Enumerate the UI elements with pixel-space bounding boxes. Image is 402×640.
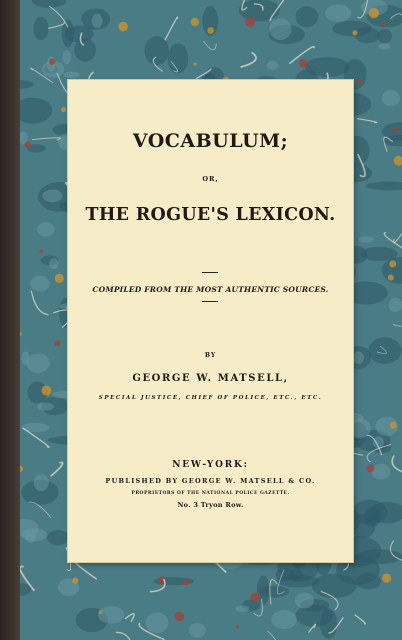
publisher-line: PUBLISHED BY GEORGE W. MATSELL & CO. bbox=[105, 477, 316, 485]
by-line: BY bbox=[204, 352, 217, 359]
compiled-note: COMPILED FROM THE MOST AUTHENTIC SOURCES. bbox=[92, 285, 329, 294]
book-subtitle: THE ROGUE'S LEXICON. bbox=[85, 205, 336, 225]
divider-rule-bottom bbox=[202, 301, 218, 302]
divider-rule-top bbox=[202, 272, 218, 273]
book-title: VOCABULUM; bbox=[132, 130, 289, 152]
book-spine bbox=[0, 0, 20, 640]
author-title: SPECIAL JUSTICE, CHIEF OF POLICE, ETC., ETC. bbox=[98, 395, 323, 401]
or-connector: OR, bbox=[202, 175, 219, 183]
publisher-address: No. 3 Tryon Row. bbox=[177, 501, 244, 509]
publication-city: NEW-YORK: bbox=[172, 460, 249, 470]
author-name: GEORGE W. MATSELL, bbox=[132, 373, 289, 384]
proprietors-line: PROPRIETORS OF THE NATIONAL POLICE GAZETTE. bbox=[131, 491, 290, 496]
title-label bbox=[68, 80, 353, 562]
